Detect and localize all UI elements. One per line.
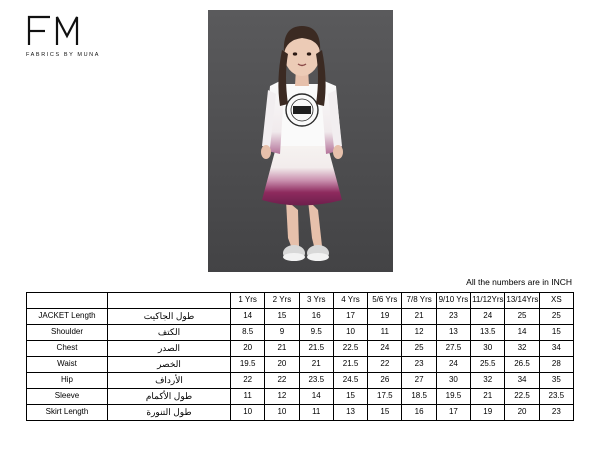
header-size-9: 13/14Yrs [505, 293, 539, 309]
header-size-6: 7/8 Yrs [402, 293, 436, 309]
girl-model-illustration [208, 10, 393, 272]
header-size-2: 2 Yrs [265, 293, 299, 309]
cell-value: 28 [539, 357, 573, 373]
cell-value: 25.5 [471, 357, 505, 373]
cell-value: 9 [265, 325, 299, 341]
cell-value: 21.5 [333, 357, 367, 373]
cell-value: 13 [333, 405, 367, 421]
cell-value: 21.5 [299, 341, 333, 357]
table-row [27, 405, 574, 421]
table-header-row [27, 293, 574, 309]
cell-value: 25 [505, 309, 539, 325]
row-label-en: Skirt Length [27, 405, 108, 421]
table-row [27, 373, 574, 389]
header-label-en [27, 293, 108, 309]
row-label-ar: الكتف [108, 325, 231, 341]
row-label-ar: طول الأكمام [108, 389, 231, 405]
cell-value: 13 [436, 325, 470, 341]
cell-value: 26 [368, 373, 402, 389]
cell-value: 27 [402, 373, 436, 389]
row-label-en: Chest [27, 341, 108, 357]
cell-value: 17 [333, 309, 367, 325]
cell-value: 26.5 [505, 357, 539, 373]
cell-value: 12 [402, 325, 436, 341]
cell-value: 11 [299, 405, 333, 421]
cell-value: 9.5 [299, 325, 333, 341]
cell-value: 30 [471, 341, 505, 357]
cell-value: 30 [436, 373, 470, 389]
row-label-en: Hip [27, 373, 108, 389]
cell-value: 19.5 [436, 389, 470, 405]
cell-value: 12 [265, 389, 299, 405]
table-row [27, 357, 574, 373]
table-row [27, 325, 574, 341]
cell-value: 32 [471, 373, 505, 389]
cell-value: 15 [539, 325, 573, 341]
row-label-ar: طول الجاكيت [108, 309, 231, 325]
cell-value: 21 [299, 357, 333, 373]
cell-value: 15 [265, 309, 299, 325]
cell-value: 22 [368, 357, 402, 373]
cell-value: 34 [539, 341, 573, 357]
cell-value: 14 [231, 309, 265, 325]
cell-value: 10 [231, 405, 265, 421]
cell-value: 10 [265, 405, 299, 421]
cell-value: 16 [402, 405, 436, 421]
cell-value: 11 [368, 325, 402, 341]
cell-value: 25 [402, 341, 436, 357]
header-label-ar [108, 293, 231, 309]
header-size-7: 9/10 Yrs [436, 293, 470, 309]
cell-value: 14 [299, 389, 333, 405]
row-label-ar: الأرداف [108, 373, 231, 389]
row-label-ar: الخصر [108, 357, 231, 373]
cell-value: 15 [368, 405, 402, 421]
cell-value: 22 [265, 373, 299, 389]
cell-value: 8.5 [231, 325, 265, 341]
cell-value: 20 [265, 357, 299, 373]
header-size-4: 4 Yrs [333, 293, 367, 309]
cell-value: 17 [436, 405, 470, 421]
cell-value: 19 [471, 405, 505, 421]
cell-value: 19 [368, 309, 402, 325]
row-label-en: JACKET Length [27, 309, 108, 325]
cell-value: 10 [333, 325, 367, 341]
cell-value: 35 [539, 373, 573, 389]
header-size-8: 11/12Yrs [471, 293, 505, 309]
cell-value: 20 [505, 405, 539, 421]
cell-value: 11 [231, 389, 265, 405]
table-row [27, 341, 574, 357]
cell-value: 21 [265, 341, 299, 357]
header-size-1: 1 Yrs [231, 293, 265, 309]
cell-value: 20 [231, 341, 265, 357]
cell-value: 16 [299, 309, 333, 325]
header-size-3: 3 Yrs [299, 293, 333, 309]
row-label-ar: طول التنورة [108, 405, 231, 421]
header-size-10: XS [539, 293, 573, 309]
product-photo [208, 10, 393, 272]
brand-caption: FABRICS BY MUNA [26, 52, 101, 58]
cell-value: 22 [231, 373, 265, 389]
cell-value: 21 [402, 309, 436, 325]
size-chart-table [26, 292, 574, 421]
cell-value: 27.5 [436, 341, 470, 357]
cell-value: 23 [539, 405, 573, 421]
row-label-en: Sleeve [27, 389, 108, 405]
brand-logo [26, 14, 146, 58]
fm-monogram-icon [26, 14, 86, 48]
cell-value: 24 [436, 357, 470, 373]
units-note: All the numbers are in INCH [466, 277, 572, 287]
row-label-ar: الصدر [108, 341, 231, 357]
cell-value: 24.5 [333, 373, 367, 389]
cell-value: 15 [333, 389, 367, 405]
cell-value: 22.5 [333, 341, 367, 357]
cell-value: 23.5 [539, 389, 573, 405]
cell-value: 34 [505, 373, 539, 389]
cell-value: 14 [505, 325, 539, 341]
cell-value: 17.5 [368, 389, 402, 405]
cell-value: 22.5 [505, 389, 539, 405]
row-label-en: Shoulder [27, 325, 108, 341]
cell-value: 19.5 [231, 357, 265, 373]
row-label-en: Waist [27, 357, 108, 373]
cell-value: 23 [402, 357, 436, 373]
cell-value: 24 [471, 309, 505, 325]
cell-value: 13.5 [471, 325, 505, 341]
header-size-5: 5/6 Yrs [368, 293, 402, 309]
cell-value: 18.5 [402, 389, 436, 405]
table-row [27, 389, 574, 405]
cell-value: 21 [471, 389, 505, 405]
cell-value: 23.5 [299, 373, 333, 389]
cell-value: 24 [368, 341, 402, 357]
cell-value: 32 [505, 341, 539, 357]
cell-value: 23 [436, 309, 470, 325]
cell-value: 25 [539, 309, 573, 325]
table-row [27, 309, 574, 325]
